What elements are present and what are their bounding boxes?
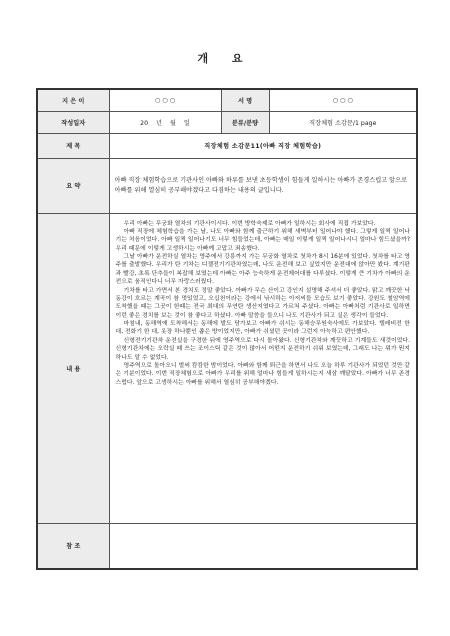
- content-paragraph: 기차를 타고 가면서 본 경치도 정말 좋았다. 아빠가 무슨 산이고 강인지 설명해 주셔서 더 좋았다. 맑고 깨끗한 낙동강이 흐르는 계곡이 참 멋있었고, 오십천이라는 강에서 낚시하는 아저씨들 모습도 보기 좋았다. 강원도 철암역에 도착했을 때는 그곳이 한때는 전국 최대의 무연탄 생산지였다고 가르쳐 주셨다. 아빠는 아빠처럼 기관사로 일하면 이런 좋은 경치를 보는 것이 참 좋다고 하셨다. 아빠 말씀을 들으니 나도 기관사가 되고 싶은 생각이 들었다.: [115, 287, 410, 319]
- signature-value: ○ ○ ○: [269, 89, 417, 111]
- writer-label: 지 은 이: [37, 89, 109, 111]
- date-label: 작성일자: [37, 111, 109, 133]
- reference-value: [109, 523, 417, 569]
- content-body: [109, 213, 417, 523]
- page-title: 개 요: [197, 52, 253, 65]
- writer-value: ○ ○ ○: [109, 89, 221, 111]
- content-paragraph: 그날 아빠가 운전하실 열차는 영주에서 강릉까지 가는 무궁화 열차로 첫차가 8시 16분에 있었다. 첫차를 타고 영주를 출발했다. 우리가 탄 기차는 디젤전기기관차였는데, 나도 운전해 보고 싶었지만 운전대에 앉아만 봤다. 계기판과 빨강, 초록 단추들이 복잡해 보였는데 아빠는 아주 능숙하게 운전제어대를 다루셨다. 이렇게 큰 기차가 아빠의 운전으로 움직인다니 너무 자랑스러웠다.: [115, 254, 410, 286]
- subject-label: 제 목: [37, 133, 109, 158]
- reference-row: [37, 523, 417, 569]
- summary-row: [37, 158, 417, 213]
- summary-form-table: [36, 88, 418, 570]
- content-paragraph: 우리 아빠는 무궁화 열차의 기관사이시다. 이번 방학숙제로 아빠가 일하시는 회사에 직접 가보았다.: [123, 220, 376, 227]
- category-label: 분류/분량: [221, 111, 269, 133]
- content-paragraph: 신형전기기관차 운전실을 구경한 뒤에 영주역으로 다시 돌아왔다. 신형기관차와 깨끗하고 기계들도 새것이었다. 신형기관차에는 오락실 때 쓰는 조이스틱 같은 것이 많아서 어떤지 운전하기 쉬워 보였는데, 그래도 나는 뭐가 뭔지 하나도 알 수 없었다.: [115, 337, 410, 361]
- content-paragraph: 영주역으로 돌아오니 벌써 캄캄한 밤이었다. 아빠와 함께 퇴근을 하면서 나도 오늘 하루 기관사가 되었던 것만 같은 기분이었다. 이번 직장체험으로 아빠가 우리를 위해 얼마나 힘들게 일하시는지 새삼 깨달았다. 아빠가 너무 존경스럽다. 앞으로 고생하시는 아빠를 위해서 열심히 공부해야겠다.: [115, 362, 410, 386]
- summary-value: 아빠 직장 체험학습으로 기관사인 아빠와 하루를 보낸 초등학생이 힘들게 일하시는 아빠가 존경스럽고 앞으로 아빠를 위해 열심히 공부해야겠다고 다짐하는 내용의 글입니다.: [109, 158, 417, 213]
- content-row: [37, 213, 417, 523]
- subject-row: [37, 133, 417, 158]
- date-value: 20 년 월 일: [109, 111, 221, 133]
- category-value: 직장체험 소감문/1 page: [269, 111, 417, 133]
- date-row: [37, 111, 417, 133]
- content-paragraph: 아빠 직장에 체험학습을 가는 날, 나도 아빠와 함께 출근하기 위해 새벽부터 일어나야 했다. 그렇게 일찍 일어나기는 처음이었다. 아빠 일찍 일어나기도 너무 힘들었는데, 아빠는 매일 이렇게 일찍 일어나시니 얼마나 힘드셨을까? 우리 때문에 이렇게 고생하시는 아빠께 고맙고 죄송했다.: [115, 228, 410, 252]
- content-paragraph: 마침내, 동해역에 도착해서는 동해에 발도 담가보고 아빠가 쉬시는 동해승무원숙사에도 가보았다. 텔레비전 한 대, 전화기 한 대, 옷장 하나뿐인 좁은 방이었지만, 아빠가 쉬셨던 곳이라 그런지 아늑하고 편안했다.: [115, 321, 410, 336]
- writer-row: [37, 89, 417, 111]
- subject-value: 직장체험 소감문11(아빠 직장 체험학습): [109, 133, 417, 158]
- reference-label: 참 조: [37, 523, 109, 569]
- summary-label: 요 약: [37, 158, 109, 213]
- content-label: 내 용: [37, 213, 109, 523]
- signature-label: 서 명: [221, 89, 269, 111]
